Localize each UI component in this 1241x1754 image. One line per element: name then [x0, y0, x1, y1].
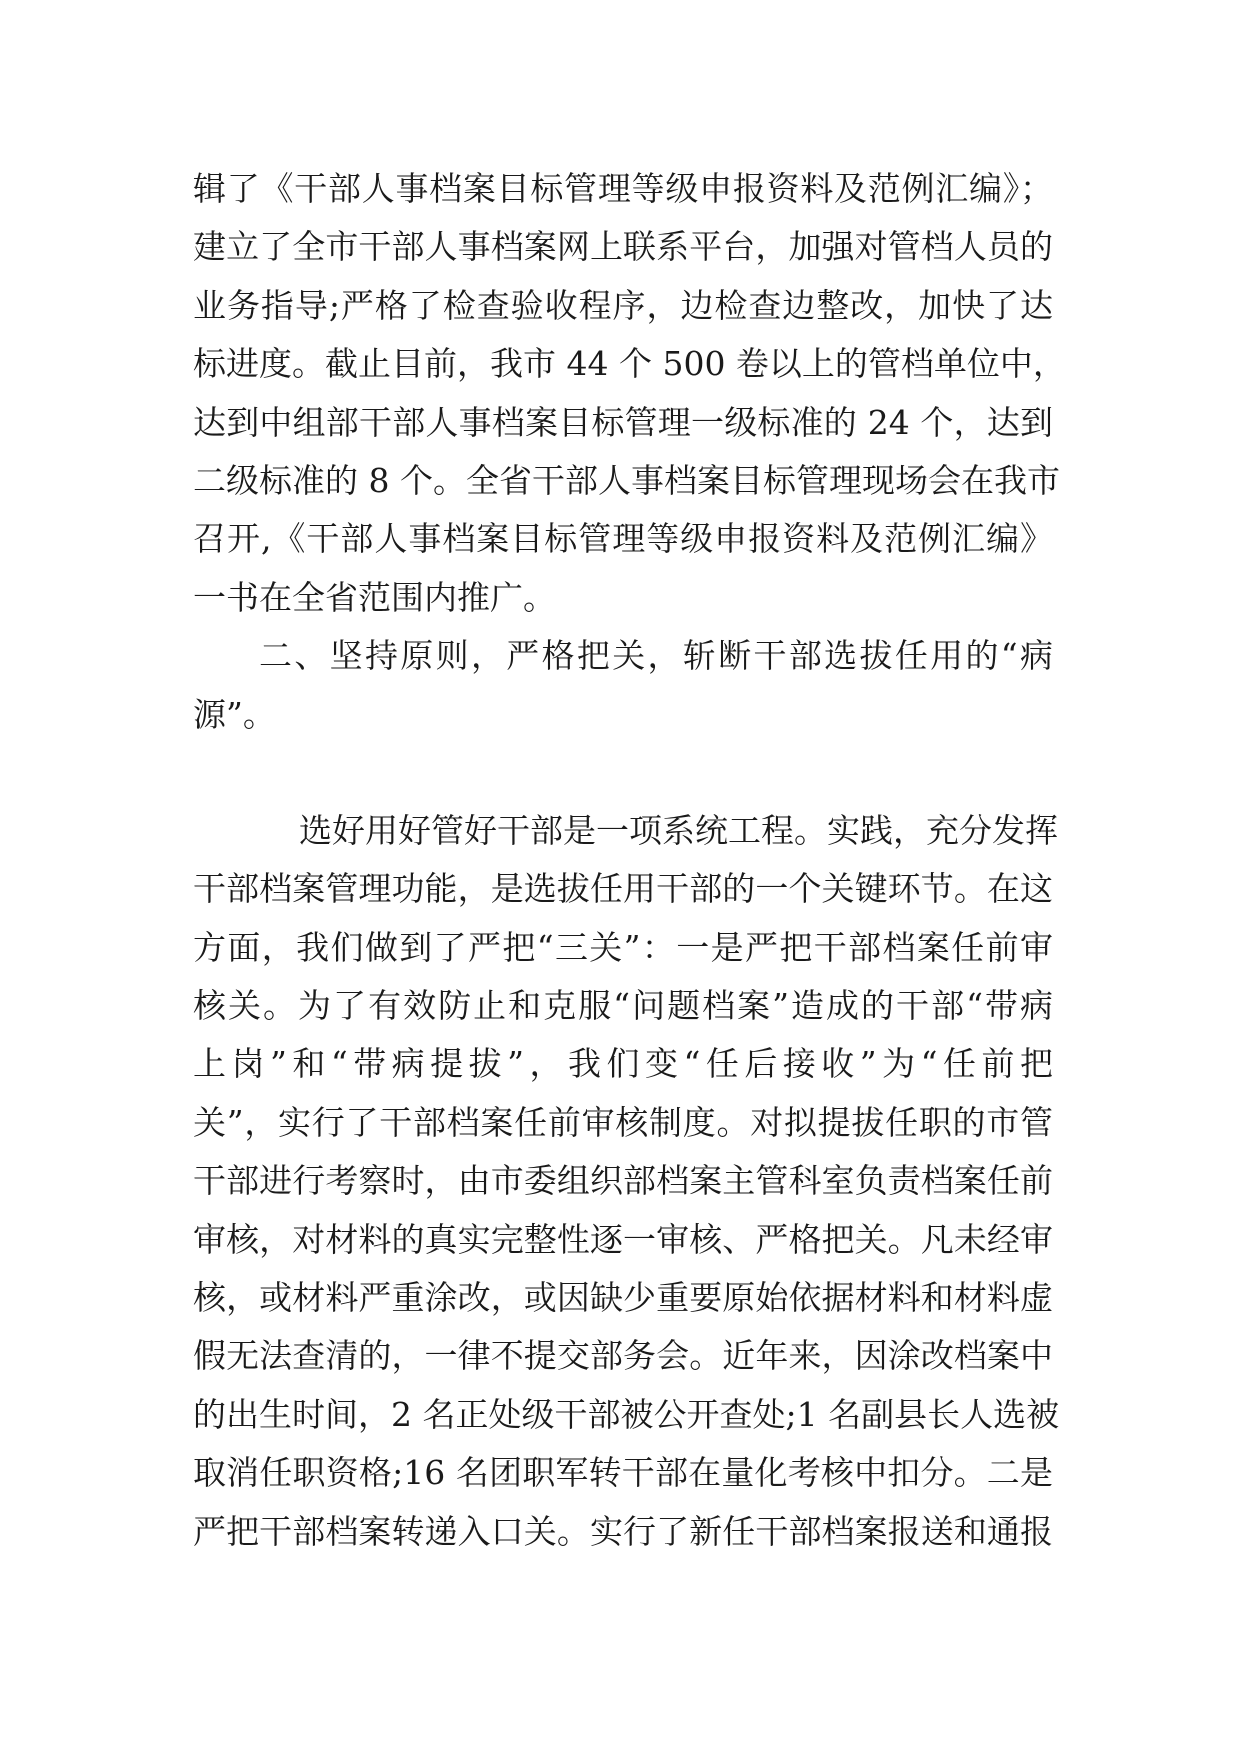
text-line: 一书在全省范围内推广。: [193, 577, 556, 617]
text-line: 干部档案管理功能，是选拔任用干部的一个关键环节。在这: [193, 869, 1053, 909]
text-line: 标进度。截止目前，我市 44 个 500 卷以上的管档单位中，: [193, 344, 1066, 384]
text-line: 核关。为了有效防止和克服“问题档案”造成的干部“带病: [193, 986, 1053, 1026]
text-line: 取消任职资格;16 名团职军转干部在量化考核中扣分。二是: [193, 1453, 1053, 1493]
text-line: 建立了全市干部人事档案网上联系平台，加强对管档人员的: [193, 227, 1053, 267]
text-line: 二级标准的 8 个。全省干部人事档案目标管理现场会在我市: [193, 460, 1060, 500]
text-line: 达到中组部干部人事档案目标管理一级标准的 24 个，达到: [193, 402, 1053, 442]
heading-line: 源”。: [193, 694, 276, 734]
section-heading: [193, 627, 1053, 744]
text-line: 召开,《干部人事档案目标管理等级申报资料及范例汇编》: [193, 519, 1053, 559]
paragraph-2: [193, 802, 1060, 1561]
text-line: 的出生时间，2 名正处级干部被公开查处;1 名副县长人选被: [193, 1394, 1060, 1434]
text-line: 上岗”和“带病提拔”，我们变“任后接收”为“任前把: [193, 1044, 1053, 1084]
text-line: 严把干部档案转递入口关。实行了新任干部档案报送和通报: [193, 1511, 1053, 1551]
paragraph-spacer: [193, 744, 1053, 802]
text-line: 方面，我们做到了严把“三关”：一是严把干部档案任前审: [193, 927, 1053, 967]
document-body: [193, 160, 1066, 1561]
text-line: 假无法查清的，一律不提交部务会。近年来，因涂改档案中: [193, 1336, 1053, 1376]
text-line: 业务指导;严格了检查验收程序，边检查边整改，加快了达: [193, 285, 1053, 325]
heading-line: 二、坚持原则，严格把关，斩断干部选拔任用的“病: [259, 636, 1053, 676]
text-line: 辑了《干部人事档案目标管理等级申报资料及范例汇编》；: [193, 169, 1053, 208]
text-line: 干部进行考察时，由市委组织部档案主管科室负责档案任前: [193, 1161, 1053, 1201]
text-line: 核，或材料严重涂改，或因缺少重要原始依据材料和材料虚: [193, 1278, 1053, 1318]
paragraph-1: [193, 160, 1066, 627]
text-line: 审核，对材料的真实完整性逐一审核、严格把关。凡未经审: [193, 1219, 1053, 1259]
text-line: 关”，实行了干部档案任前审核制度。对拟提拔任职的市管: [193, 1102, 1053, 1142]
text-line: 选好用好管好干部是一项系统工程。实践，充分发挥: [299, 810, 1058, 850]
